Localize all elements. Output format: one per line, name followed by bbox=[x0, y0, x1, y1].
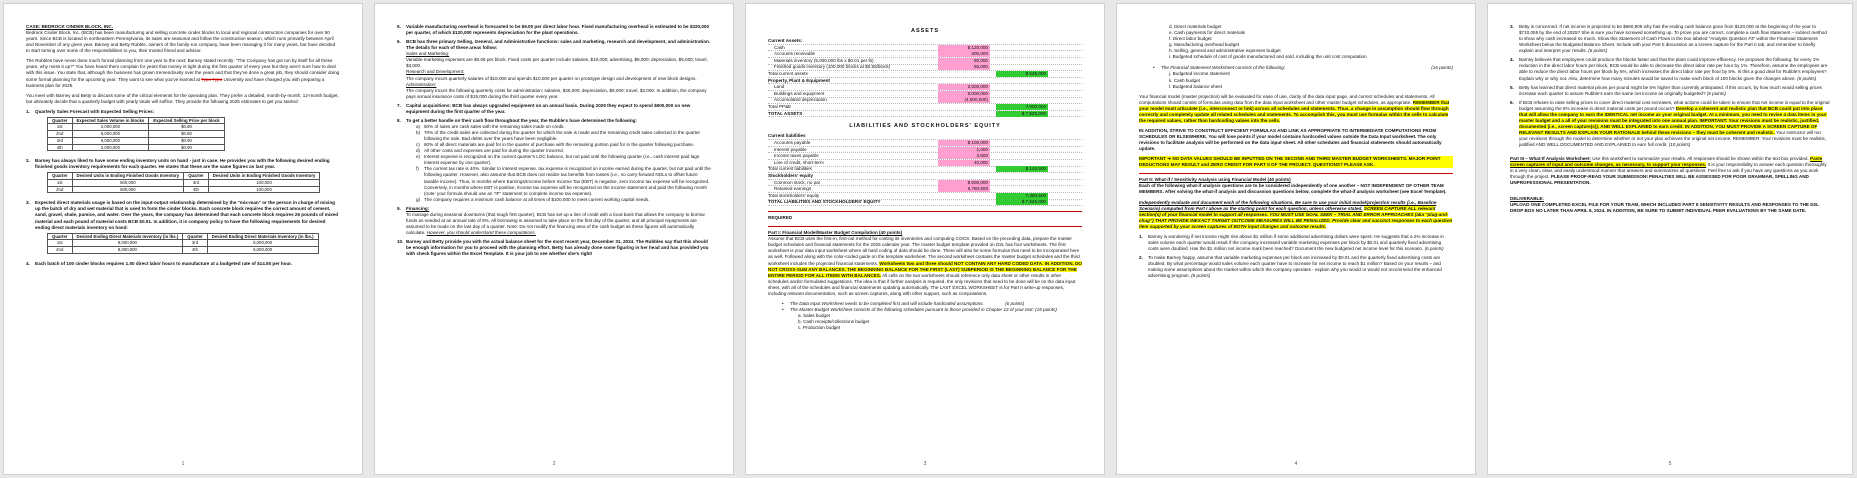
list-item: e. Cash payments for direct materials bbox=[1169, 30, 1246, 36]
list-item: g. Manufacturing overhead budget bbox=[1169, 42, 1239, 48]
row-label: Current liabilities bbox=[768, 133, 806, 139]
table-row: 2nd 6,000,000 $0.80 bbox=[48, 131, 225, 138]
list-item: b) 70% of the credit sales are collected during the quarter for which the sale is made and the remaining credit sales collected in the quarter following the sale. Bad debts over the years have been negligible. bbox=[416, 130, 701, 142]
row-total: 7,000,000 bbox=[996, 104, 1048, 110]
row-label: Accounts payable bbox=[774, 139, 811, 145]
row-value: 40,000 bbox=[938, 160, 990, 166]
important-notice: IMPORTANT ➔ NO DATA VALUES SHOULD BE INPUTTED ON THE SECOND AND THIRD MASTER BUDGET WORKSHEETS. MAJOR POINT DEDUCTIONS MAY RESULT and ZERO CREDIT FOR PART II OF THE PROJECT. QUESTIONS? PLEASE ASK. bbox=[1139, 156, 1453, 168]
intro-paragraph: Bedrock Cinder Block, Inc. (BCB) has been manufacturing and selling concrete cinder blocks to local and regional construction companies for over 50 years. Since BCB is located in northeastern Pennsylvania, its sales are seasonal and follow the construction season, which runs primarily between April and November of any given year. Barney and Betty Rubble, owners of the family-run company, have been managing it for many years, but have decided to start turning over some of the responsibilities to you, their trusted friend and advisor. bbox=[26, 30, 336, 54]
row-total: $ 525,000 bbox=[996, 71, 1048, 77]
row-label: Cash bbox=[774, 44, 785, 50]
question-6: 6. If BCB refuses to raise selling prices to cover direct material cost increases, what actions could be taken to ensure that net income is equal to the original budget assuming the 5% increase in direct material costs per pound occurs? Develop a coherent and realistic plan that BCB could put into place that will allow the company to earn the IDENTICAL net income as your original budget. At a minimum, you need to revise 4 data items in your master budget and a all of your revisions must be integrated into one annual plan. IMPORTANT: Your revisions must be realistic, justified, documented (i.e., screen capture(s)), AND WELL EXPLAINED to earn credit. IN ADDITION, YOU MUST PROVIDE A SCREEN CAPTURE OF RELEVANT RESULTS AND EXPLAIN YOUR RATIONALE behind these revisions – they must be coherent and realistic. Your instructor will run your revisions through the model to determine whether or not your plan achieves the original net income. REMEMBER: Your revisions must be realistic, justified AND WELL DOCUMENTED AND EXPLAINED to earn full credit. (10 points) bbox=[1510, 99, 1830, 148]
highlighted-instruction: Worksheets two and three should NOT CONTAIN ANY HARD CODED DATA. IN ADDITION, DO NOT CROSS-SUM ANY BALANCES. THE BEGINNING BALANCE FOR THE FIRST (LAST) SUBPERIOD IS THE BEGINNING BALANCE FOR THE ENTIRE PERIOD FOR ALL ITEMS WITH BALANCES. bbox=[768, 260, 1082, 278]
table-row: 1st 2,000,000 $0.80 bbox=[48, 124, 225, 131]
assets-title: ASSETS bbox=[910, 28, 939, 34]
row-value: $ 120,000 bbox=[938, 45, 990, 51]
row-label: Buildings and equipment bbox=[774, 90, 825, 96]
row-value: (4,500,000) bbox=[938, 97, 990, 103]
list-item: c) 60% of all direct materials are paid for in the quarter of purchase with the remaining portion paid for in the quarter following purchase. bbox=[416, 142, 695, 148]
page-5 bbox=[1487, 3, 1853, 475]
row-total: $ 7,525,000 bbox=[996, 199, 1048, 205]
redacted-mark: Typo Typo bbox=[201, 76, 223, 82]
row-label: Materials inventory (5,000,000 lbs x $0.01 per lb) bbox=[774, 57, 874, 63]
list-item: d. Direct materials budget bbox=[1169, 24, 1222, 29]
row-value: 300,000 bbox=[938, 51, 990, 57]
item-7: 7. Capital acquisitions: BCB has always upgraded equipment on an annual basis. During 2025 they expect to spend $600,000 on new equipment during the first quarter of the year. bbox=[397, 102, 691, 114]
page-number: 5 bbox=[1668, 461, 1672, 468]
list-item: k. Cash budget bbox=[1169, 77, 1200, 83]
table-header: Quarter bbox=[48, 117, 73, 124]
page-2 bbox=[374, 3, 734, 475]
table-row: 1st 8,000,000 3rd 5,000,000 bbox=[48, 240, 319, 247]
list-item: • The Master Budget Worksheet consists of the following schedules pursuant to those provided in Chapter 13 of your text: (18 points) bbox=[782, 306, 1057, 312]
direct-materials-table: Quarter Desired Ending Direct Materials Inventory (in lbs.) Quarter Desired Ending Direct Materials Inventory (in lbs.) 1st 8,000,000 3rd 5,000,000 2nd 8,000,000 4th 5,000,000 bbox=[47, 233, 319, 254]
list-item: h. Selling, general and administrative expenses budget bbox=[1169, 48, 1281, 54]
page-number: 2 bbox=[552, 461, 556, 468]
balance-sheet bbox=[768, 28, 1082, 206]
row-label: Land bbox=[774, 84, 785, 90]
sales-marketing-heading: Sales and Marketing: bbox=[406, 51, 450, 57]
row-value: 9,000,000 bbox=[938, 91, 990, 97]
row-label: Retained earnings bbox=[774, 186, 812, 192]
model-paragraph: Your financial model (master projection) will be evaluated for ease of use, clarity of the data input page, and correct schedules and statements. All computations should consist of formulas using data from the data input worksheet and other master budget schedules, as appropriate. REMEMBER that your model must articulate (i.e., interconnect or link) across all schedules and statements. Thus, a change in assumption should flow through correctly and completely update all related schedules and statements. To accomplish this, you must use formulas within the cells to calculate the required values, rather than hardcoding values into the cells. bbox=[1139, 93, 1450, 123]
table-header: Expected Sales Volume in blocks bbox=[72, 117, 149, 124]
balance-sheet-row bbox=[768, 200, 1082, 207]
table-row: 4th 2,000,000 $0.90 bbox=[48, 144, 225, 151]
row-label: Total current assets bbox=[768, 70, 808, 76]
intro-paragraph-3: You meet with Barney and Betty to discuss some of the critical elements for the operating plan. They prefer a detailed, month-by-month, 12-month budget, but ultimately decide that a quarterly budget with yearly totals will suffice. They provide the following 2025 estimates to get you started: bbox=[26, 92, 339, 104]
question-1: 1. Barney is wondering if net income might rise above $1 million if some additional advertising dollars were spent. He suggests that a 2% increase in sales volume each quarter would result if the company increased variable marketing expenses per block by $0.01 and quarterly fixed advertising costs were doubled. Has the $1 million net income mark been reached? Document the new budgeted net income level for this scenario. (6 points) bbox=[1139, 233, 1444, 251]
table-header: Expected Selling Price per block bbox=[149, 117, 224, 124]
item-1-title: Quarterly Sales Forecast with Expected Selling Prices: bbox=[35, 108, 155, 114]
row-label: Current Assets: bbox=[768, 38, 803, 44]
case-title: CASE: BEDROCK CINDER BLOCK, INC. bbox=[26, 24, 114, 29]
list-item: c. Production budget bbox=[798, 325, 841, 331]
list-item: • The Financial Statement Worksheet consists of the following: (16 points) bbox=[1153, 65, 1453, 71]
row-label: Common stock, no par bbox=[774, 179, 821, 185]
sales-forecast-table bbox=[47, 117, 225, 151]
row-value: 3,500 bbox=[938, 153, 990, 159]
question-2: 2. To make Barney happy, assume that variable marketing expenses per block are increased by $0.01 and the quarterly fixed advertising costs are doubled. By what percentage would sales volume each quarter have to increase for net income to reach $1 million? Based on your results – and making some assumptions about the market within which the company operates - explain why you would or would not recommend the enhanced advertising program. (8 points) bbox=[1139, 255, 1442, 279]
item-9: 9. Financing: To manage during seasonal downturns (that tough first quarter), BCB has set up a line of credit with a local bank that allows the company to borrow funds as needed at an annual rate of 5%. All borrowing is assumed to take place on the first day of the quarter, and all principal repayments are assumed to be made on the last day of a quarter. Note: Do not modify the financing area of the cash budget as these figures will automatically calculate. However, you should understand these computations. bbox=[397, 205, 705, 235]
list-item: f) The current tax rate is 40%. Similar to interest expense, tax expense is recognized on income earned during the quarter, but not paid until the following quarter. However, also assume that BCB does not realize tax benefits from losses (i.e., no carry-forward NOLs to offset future taxable income). Thus, in months where Earnings/Income before Income Tax (EBT) is negative, zero income tax expense will be recognized. Conversely, in months where EBT is positive, income tax expense will be recognized on the income statement and paid the following month (note: your formula should use an "IF" statement to complete income tax expense). bbox=[416, 166, 711, 196]
row-label: TOTAL LIABILITIES AND STOCKHOLDERS' EQUITY bbox=[768, 199, 881, 205]
row-label: Income taxes payable bbox=[774, 153, 819, 159]
page-number: 3 bbox=[923, 461, 927, 468]
item-2: 2. Barney has always liked to have some ending inventory units on hand - just in case. He provides you with the following desired ending finished goods inventory requirements for each quarter. He states that these are the same figures as last year. Quarter Desired Units in Ending Finished Goods Inventory Quarter Desired Units in Ending Finished Goods Inventory 1st 500,000 3rd 100,000 2nd 500,000 4th 100,000 bbox=[26, 158, 330, 192]
row-label: Stockholders' equity bbox=[768, 172, 813, 178]
admin-heading: Administration: bbox=[406, 81, 437, 87]
divider bbox=[768, 226, 1082, 227]
required-heading: REQUIRED bbox=[768, 215, 793, 221]
page-number: 4 bbox=[1294, 461, 1298, 468]
list-item: f. Direct labor budget bbox=[1169, 36, 1212, 42]
page-4: d. Direct materials budget e. Cash payments for direct materials f. Direct labor budget g. Manufacturing overhead budget h. Selling, general and administrative expenses budget i. Budgeted schedule of cost of goods manufactured and sold, including the unit cost computation • The Financial Statement Worksheet consists of the following: (16 points) j. Budgeted income statement k. Cash budget l. Budgeted balance sheet Your financial model (master projection) will be evaluated for ease of use, clarity of the data input page, and correct schedules and statements. All computations should consist of formulas using data from the data input worksheet and other master budget schedules, as appropriate. REMEMBER that your model must articulate (i.e., interconnect or link) across all schedules and statements. Thus, a change in assumption should flow through correctly and completely update all related schedules and statements. To accomplish this, you must use formulas within the cells to calculate the required values, rather than hardcoding values into the cells. IN ADDITION, STRIVE TO CONSTRUCT EFFICIENT FORMULAS AND LINK AS APPROPRIATE TO INTERMEDIATE COMPUTATIONS FROM SCHEDULES OR ELSEWHERE. You will lose points if your model contains hardcoded values outside the Data Input worksheet. The only revisions to facilitate analysis will be performed on the data input sheet. All other schedules and financial statements should automatically update. IMPORTANT ➔ NO DATA VALUES SHOULD BE INPUTTED ON THE SECOND AND THIRD MASTER BUDGET WORKSHEETS. MAJOR POINT DEDUCTIONS MAY RESULT and ZERO CREDIT FOR PART II OF THE PROJECT. QUESTIONS? PLEASE ASK. Part II: What-if / Sensitivity Analysis using Financial Model (40 points) Each of the following what-if analysis questions are to be considered independently of one another – NOT INDEPENDENT OF OTHER TEAM MEMBERS. After solving the what-if analysis and discussion questions below, complete the what-if analysis worksheet (see Excel Template). Independently evaluate and document each of the following situations. Be sure to use your initial model/projection results (i.e., Baseline Scenario) computed from Part I above as the starting point for each question, unless otherwise stated. SCREEN CAPTURE ALL relevant section(s) of your financial model to support all responses. YOU MUST USE GOAL SEEK – TRIAL AND ERROR APPROACHES (aka "plug-and-chug") THAT PROVIDE INEXACT TARGET OUTCOME MEASURES WILL BE PENALIZED. Provide clear and succinct responses to each question item supported by your screen captures of BOTH input changes and outcome results. 1. Barney is wondering if net income might rise above $1 million if some additional advertising dollars were spent. He suggests that a 2% increase in sales volume each quarter would result if the company increased variable marketing expenses per block by $0.01 and quarterly fixed advertising costs were doubled. Has the $1 million net income mark been reached? Document the new budgeted net income level for this scenario. (6 points) 2. To make Barney happy, assume that variable marketing expenses per block are increased by $0.01 and the quarterly fixed advertising costs are doubled. By what percentage would sales volume each quarter have to increase for net income to reach $1 million? Based on your results – and making some assumptions about the market within which the company operates - explain why you would or would not recommend the enhanced advertising program. (8 points) 4 bbox=[1116, 3, 1476, 475]
row-value: $ 600,000 bbox=[938, 180, 990, 186]
part-1-text: Assume that BCB uses the first-in, first-out method for costing its inventories and computing COGS. Based on the preceding data, prepare the master budget schedules and financial statements for the 2025 calendar year. The master budget template provided on D2L has four worksheets. The first worksheet is your data input worksheet where all hard coding of data should be done. There will also be some formulas that need to be incorporated here as well. Followed along with the color-coded guide on the template worksheet. The second worksheet contains the master budget schedules and the third worksheet includes the projected financial statements. Worksheets two and three should NOT CONTAIN ANY HARD CODED DATA. IN ADDITION, DO NOT CROSS-SUM ANY BALANCES. THE BEGINNING BALANCE FOR THE FIRST (LAST) SUBPERIOD IS THE BEGINNING BALANCE FOR THE ENTIRE PERIOD FOR ALL ITEMS WITH BALANCES. All cells on the two worksheets should reference only data sheet or other results in other schedules and/or formulated suggestions. The idea is that if further analysis is required, the only revisions that need to be done will be on the data input sheet, with all of the schedules and financial statements updating automatically. The LAST EXCEL WORKSHEET is for Part II write-up responses, including relevant documentation, such as screen captures, along with other support, such as computations. bbox=[768, 236, 1082, 296]
question-5: 5. Betty has learned that direct material prices per pound might be 5% higher than currently anticipated. If this occurs, by how much would selling prices increase each quarter to assure Rubble's earn the same net income as originally budgeted? (6 points) bbox=[1510, 84, 1822, 96]
balance-sheet-row bbox=[768, 111, 1082, 118]
list-item: g) The company requires a minimum cash balance at all times of $100,000 to meet current working capital needs. bbox=[416, 196, 650, 202]
list-item: b. Cash receipts/collections budget bbox=[798, 319, 870, 325]
item-5: 5. Variable manufacturing overhead is forecasted to be $9.00 per direct labor hour. Fixed manufacturing overhead is estimated to be $320,000 per quarter, of which $120,000 represents depreciation for the plant operations. bbox=[397, 24, 710, 36]
list-item: e) Interest expense is recognized on the current quarter's LOC balance, but not paid until the following quarter (i.e., cash interest paid lags interest expense by one quarter). bbox=[416, 154, 700, 166]
page-3 bbox=[745, 3, 1105, 475]
divider bbox=[768, 211, 1082, 212]
row-label: Accounts receivable bbox=[774, 51, 816, 57]
row-label: Total PP&E bbox=[768, 103, 792, 109]
rd-heading: Research and Development: bbox=[406, 69, 465, 75]
finished-goods-table: Quarter Desired Units in Ending Finished Goods Inventory Quarter Desired Units in Ending Finished Goods Inventory 1st 500,000 3rd 100,000 2nd 500,000 4th 100,000 bbox=[47, 172, 320, 193]
page-number: 1 bbox=[181, 461, 185, 468]
item-3: 3. Expected direct materials usage is based on the input-output relationship determined by the "mix-man" or the person in charge of mixing up the batch of dry and wet material that is used to form the cinder blocks. Each concrete block requires the correct amount of cement, sand, gravel, shale, pumice, and water. Over the years, the company has determined that each concrete block requires 26 pounds of mixed material and each pound of material costs BCB $0.01. In addition, it is company policy to have the following requirements for desired ending direct materials inventory on hand: Quarter Desired Ending Direct Materials Inventory (in lbs.) Quarter Desired Ending Direct Materials Inventory (in lbs.) 1st 8,000,000 3rd 5,000,000 2nd 8,000,000 4th 5,000,000 bbox=[26, 200, 339, 252]
row-label: Property, Plant & Equipment bbox=[768, 77, 830, 83]
list-item: j. Budgeted income statement bbox=[1169, 71, 1230, 77]
row-label: Total stockholders' equity bbox=[768, 192, 820, 198]
row-value: $ 100,000 bbox=[938, 140, 990, 146]
row-total: $ 144,500 bbox=[996, 166, 1048, 172]
table-row: 2nd 8,000,000 4th 5,000,000 bbox=[48, 246, 319, 253]
row-label: Line of credit, short-term bbox=[774, 159, 824, 165]
part-2-heading: Part II: What-if / Sensitivity Analysis using Financial Model (40 points) bbox=[1139, 177, 1291, 183]
item-6: 6. BCB has three primary Selling, General, and Administrative functions: sales and marketing, research and development, and administration. The details for each of these areas follow: Sales and Marketing: Variable marketing expenses are $0.06 per block. Fixed costs per quarter include salaries, $10,000; advertising, $8,000; depreciation, $5,000; travel, $3,000. Research and Development: The company incurs quarterly salaries of $18,000 and spends $10,000 per quarter on prototype design and development of new block designs. Administration: The company incurs the following quarterly costs for administration: salaries, $25,000; depreciation, $9,000; travel, $2,000. In addition, the company pays annual insurance costs of $15,000 during the third quarter every year. bbox=[397, 39, 711, 99]
strive-paragraph: IN ADDITION, STRIVE TO CONSTRUCT EFFICIENT FORMULAS AND LINK AS APPROPRIATE TO INTERMEDIATE COMPUTATIONS FROM SCHEDULES OR ELSEWHERE. You will lose points if your model contains hardcoded values outside the Data Input worksheet. The only revisions to facilitate analysis will be performed on the data input sheet. All other schedules and financial statements should automatically update. bbox=[1139, 127, 1442, 152]
item-1: 1. Quarterly Sales Forecast with Expected Selling Prices: Quarter Expected Sales Volume in blocks Expected Selling Price per block 1st 2,000,000 $0.80 2nd 6,000,000 $0.80 3rd 6,000,000 $0.90 4th 2,000,000 $0.90 bbox=[26, 109, 340, 155]
question-4: 4. Barney believes that employees could produce the blocks faster and that the plant could improve efficiency. He proposes the following: for every 1% reduction in the direct labor hours per block, BCB would be able to decrease the direct labor rate per hour by 1%. Therefore, assume the employees are able to reduce the direct labor hours per block by 5%, which increases the direct labor rate per hour by 5%. Is this a good deal for Rubble's employees? Explain why or why not. Also, determine how many minutes would be saved to make each block of 100 blocks given the changes above. (6 points) bbox=[1510, 57, 1828, 81]
item-4: 4. Each batch of 100 cinder blocks requires 1.50 direct labor hours to manufacture at a budgeted rate of $14.50 per hour. bbox=[26, 260, 293, 266]
list-item: • The Data Input Worksheet needs to be completed first and will include hardcoded assumptions. (6 points) bbox=[782, 300, 1025, 306]
row-value: 55,000 bbox=[938, 64, 990, 70]
row-label: Interest payable bbox=[774, 146, 807, 152]
item-10: 10. Barney and Betty provide you with the actual balance sheet for the most recent year, December 31, 2024. The Rubbles say that this should be enough information for you to proceed with the planning effort. Betty has already done some figuring in her head and has provided you with check figures within the Excel Template. It is your job to see whether she's right! bbox=[397, 239, 709, 257]
item-8: 8. To get a better handle on their cash flow throughout the year, the Rubble's have determined the following: a) 50% of sales are cash sales with the remaining sales made on credit. b) 70% of the credit sales are collected during the quarter for which the sale is made and the remaining credit sales collected in the quarter following the sale. Bad debts over the years have been negligible. c) 60% of all direct materials are paid for in the quarter of purchase with the remaining portion paid for in the quarter following purchase. d) All other costs and expenses are paid for during the quarter incurred. e) Interest expense is recognized on the current quarter's LOC balance, but not paid until the following quarter (i.e., cash interest paid lags interest expense by one quarter). f) The current tax rate is 40%. Similar to interest expense, tax expense is recognized on income earned during the quarter, but not paid until the following quarter. However, also assume that BCB does not realize tax benefits from losses (i.e., no carry-forward NOLs to offset future taxable income). Thus, in months where Earnings/Income before Income Tax (EBT) is negative, zero income tax expense will be recognized. Conversely, in months where EBT is positive, income tax expense will be recognized on the income statement and paid the following month (note: your formula should use an "IF" statement to complete income tax expense). g) The company requires a minimum cash balance at all times of $100,000 to meet current working capital needs. bbox=[397, 117, 711, 202]
part-1-heading: Part I: Financial Model/Master Budget Compilation (40 points) bbox=[768, 230, 903, 236]
list-item: a. Sales budget bbox=[798, 313, 830, 319]
row-value: 1,000 bbox=[938, 147, 990, 153]
divider bbox=[1139, 173, 1453, 174]
part-3-heading: Part III – What-If Analysis Worksheet: bbox=[1510, 156, 1591, 162]
part-3-paragraph: Part III – What-If Analysis Worksheet: Use this worksheet to summarize your results. All responses should be shown within the text box provided. Paste screen captures of input and outcome changes, as necessary, to support your responses. It is your responsibility to answer each question thoroughly in a very clean, clear, and easily understood manner that answers and summarizes all questions. Feel free to ask if you have any questions as you work through the project. PLEASE PROOF-READ YOUR SUBMISSION! PENALTIES WILL BE ASSESSED FOR POOR GRAMMAR, SPELLING AND UNPROFESSIONAL PRESENTATION. bbox=[1510, 156, 1827, 186]
row-value: 50,000 bbox=[938, 58, 990, 64]
row-value: 6,780,500 bbox=[938, 186, 990, 192]
row-label: Total current liabilities bbox=[768, 166, 812, 172]
row-label: TOTAL ASSETS bbox=[768, 110, 803, 116]
row-label: Accumulated depreciation bbox=[774, 97, 827, 103]
question-3: 3. Betty is concerned. If net income is projected to be $660,805 why has the ending cash balance gone from $120,000 at the beginning of the year to $710,055 by the end of 2025? She is sure you have screwed something up. To prove you are correct, complete a cash flow statement – indirect method to show why cash increased so much. Show this Statement of Cash Flows in the box labeled "Analysis Question #3" within the Financial Statement Worksheet below the Budgeted Balance Sheet. Include with your Part II discussion as a screen capture for the Part II tab, and remember to briefly explain and interpret your results. (6 points) bbox=[1510, 24, 1827, 54]
table-row: 1st 500,000 3rd 100,000 bbox=[48, 179, 320, 186]
table-row: 2nd 500,000 4th 100,000 bbox=[48, 186, 320, 193]
page-1 bbox=[3, 3, 363, 475]
deliverable-heading: DELIVERABLE: bbox=[1510, 195, 1544, 201]
table-row: 3rd 6,000,000 $0.90 bbox=[48, 137, 225, 144]
liabilities-title: LIABILITIES AND STOCKHOLDERS' EQUITY bbox=[849, 123, 1001, 130]
row-label: Finished goods inventory (100,000 blocks at $0.55/block) bbox=[774, 64, 891, 70]
list-item: i. Budgeted schedule of cost of goods manufactured and sold, including the unit cost computation bbox=[1169, 54, 1367, 60]
list-item: a) 50% of sales are cash sales with the remaining sales made on credit. bbox=[416, 123, 565, 129]
list-item: d) All other costs and expenses are paid for during the quarter incurred. bbox=[416, 148, 564, 154]
row-total: 7,380,500 bbox=[996, 193, 1048, 199]
list-item: l. Budgeted balance sheet bbox=[1169, 83, 1223, 89]
deliverable-text: UPLOAD ONE COMPLETED EXCEL FILE FOR YOUR TEAM, WHICH INCLUDES PART II SENSITIVITY RESULTS AND RESPONSES TO THE D2L DROP BOX NO LATER THAN APRIL 6, 2024. IN ADDITION, BE SURE TO SUBMIT INDIVIDUAL PEER EVALUATIONS BY THE SAME DATE. bbox=[1510, 201, 1819, 213]
row-total: $ 7,525,000 bbox=[996, 111, 1048, 117]
intro-paragraph-2: The Rubbles have never done much formal planning from one year to the next; Barney stated recently: "The Company has got run by itself for all these years, why mess it up?" You have heard them complain for years that money is tight during the first quarter of every year but they aren't sure how to deal with this issue. You state that, although the business has grown tremendously over the years and that they've done a great job, they should consider doing some formal planning for the upcoming year. They want to see what you've learned at Typo Typo University and have charged you with preparing a business plan for 2025. bbox=[26, 58, 340, 88]
row-value: 2,500,000 bbox=[938, 84, 990, 90]
